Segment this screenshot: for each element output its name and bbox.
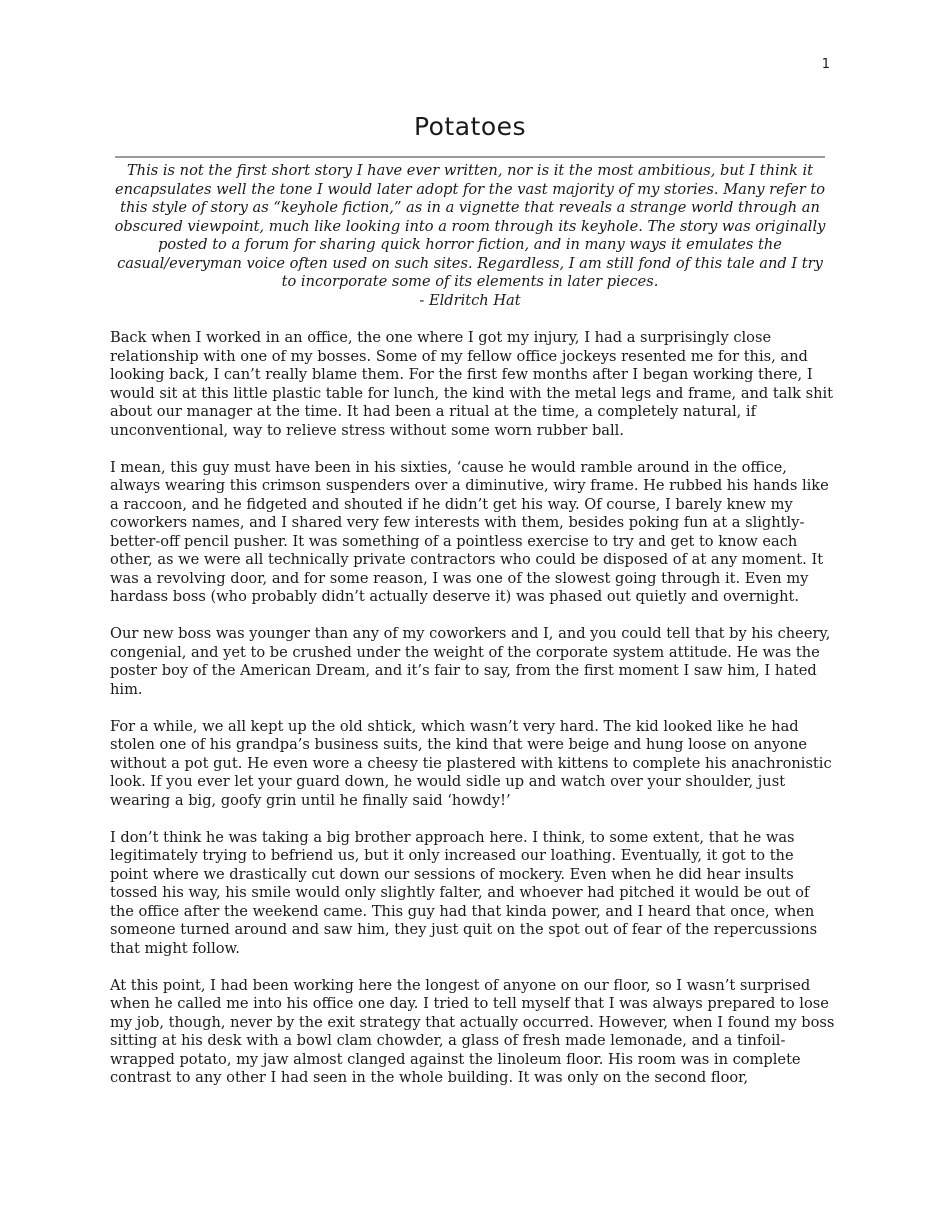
preface (108, 162, 832, 310)
paragraph: I mean, this guy must have been in his sixties, ‘cause he would ramble around in the office, always wearing this crimson suspenders over a diminutive, wiry frame. He rubbed his hands like a raccoon, and he fidgeted and shouted if he didn’t get his way. Of course, I barely knew my coworkers names, and I shared very few interests with them, besides poking fun at a slightly-better-off pencil pusher. It was something of a pointless exercise to try and get to know each other, as we were all technically private contractors who could be disposed of at any moment. It was a revolving door, and for some reason, I was one of the slowest going through it. Even my hardass boss (who probably didn’t actually deserve it) was phased out quietly and overnight. (110, 458, 829, 605)
title-divider (115, 156, 825, 158)
paragraph: For a while, we all kept up the old shtick, which wasn’t very hard. The kid looked like he had stolen one of his grandpa’s business suits, the kind that were beige and hung loose on anyone without a pot gut. He even wore a cheesy tie plastered with kittens to complete his anachronistic look. If you ever let your guard down, he would sidle up and watch over your shoulder, just wearing a big, goofy grin until he finally said ‘howdy!’ (110, 717, 832, 809)
preface-attribution: - Eldritch Hat (419, 291, 521, 309)
paragraph: Our new boss was younger than any of my coworkers and I, and you could tell that by his cheery, congenial, and yet to be crushed under the weight of the corporate system attitude. He was the poster boy of the American Dream, and it’s fair to say, from the first moment I saw him, I hated him. (110, 625, 831, 698)
preface-text: This is not the first short story I have ever written, nor is it the most ambitious, but I think it encapsulates well the tone I would later adopt for the vast majority of my stories. Many refer to this style of story as “keyhole fiction,” as in a vignette that reveals a strange world through an obscured viewpoint, much like looking into a room through its keyhole. The story was originally posted to a forum for sharing quick horror fiction, and in many ways it emulates the casual/everyman voice often used on such sites. Regardless, I am still fond of this tale and I try to incorporate some of its elements in later pieces. (114, 162, 826, 290)
paragraph: At this point, I had been working here the longest of anyone on our floor, so I wasn’t surprised when he called me into his office one day. I tried to tell myself that I was always prepared to lose my job, though, never by the exit strategy that actually occurred. However, when I found my boss sitting at his desk with a bowl clam chowder, a glass of fresh made lemonade, and a tinfoil-wrapped potato, my jaw almost clanged against the linoleum floor. His room was in complete contrast to any other I had seen in the whole building. It was only on the second floor, (110, 976, 835, 1086)
page-number: 1 (821, 57, 830, 72)
paragraph: I don’t think he was taking a big brother approach here. I think, to some extent, that he was legitimately trying to befriend us, but it only increased our loathing. Eventually, it got to the point where we drastically cut down our sessions of mockery. Even when he did hear insults tossed his way, his smile would only slightly falter, and whoever had pitched it would be out of the office after the weekend came. This guy had that kinda power, and I heard that once, when someone turned around and saw him, they just quit on the spot out of fear of the repercussions that might follow. (110, 828, 818, 957)
story-body (110, 329, 835, 1106)
document-title: Potatoes (413, 112, 527, 141)
paragraph: Back when I worked in an office, the one where I got my injury, I had a surprisingly close relationship with one of my bosses. Some of my fellow office jockeys resented me for this, and looking back, I can’t really blame them. For the first few months after I began working there, I would sit at this little plastic table for lunch, the kind with the metal legs and frame, and talk shit about our manager at the time. It had been a ritual at the time, a completely natural, if unconventional, way to relieve stress without some worn rubber ball. (110, 329, 834, 439)
